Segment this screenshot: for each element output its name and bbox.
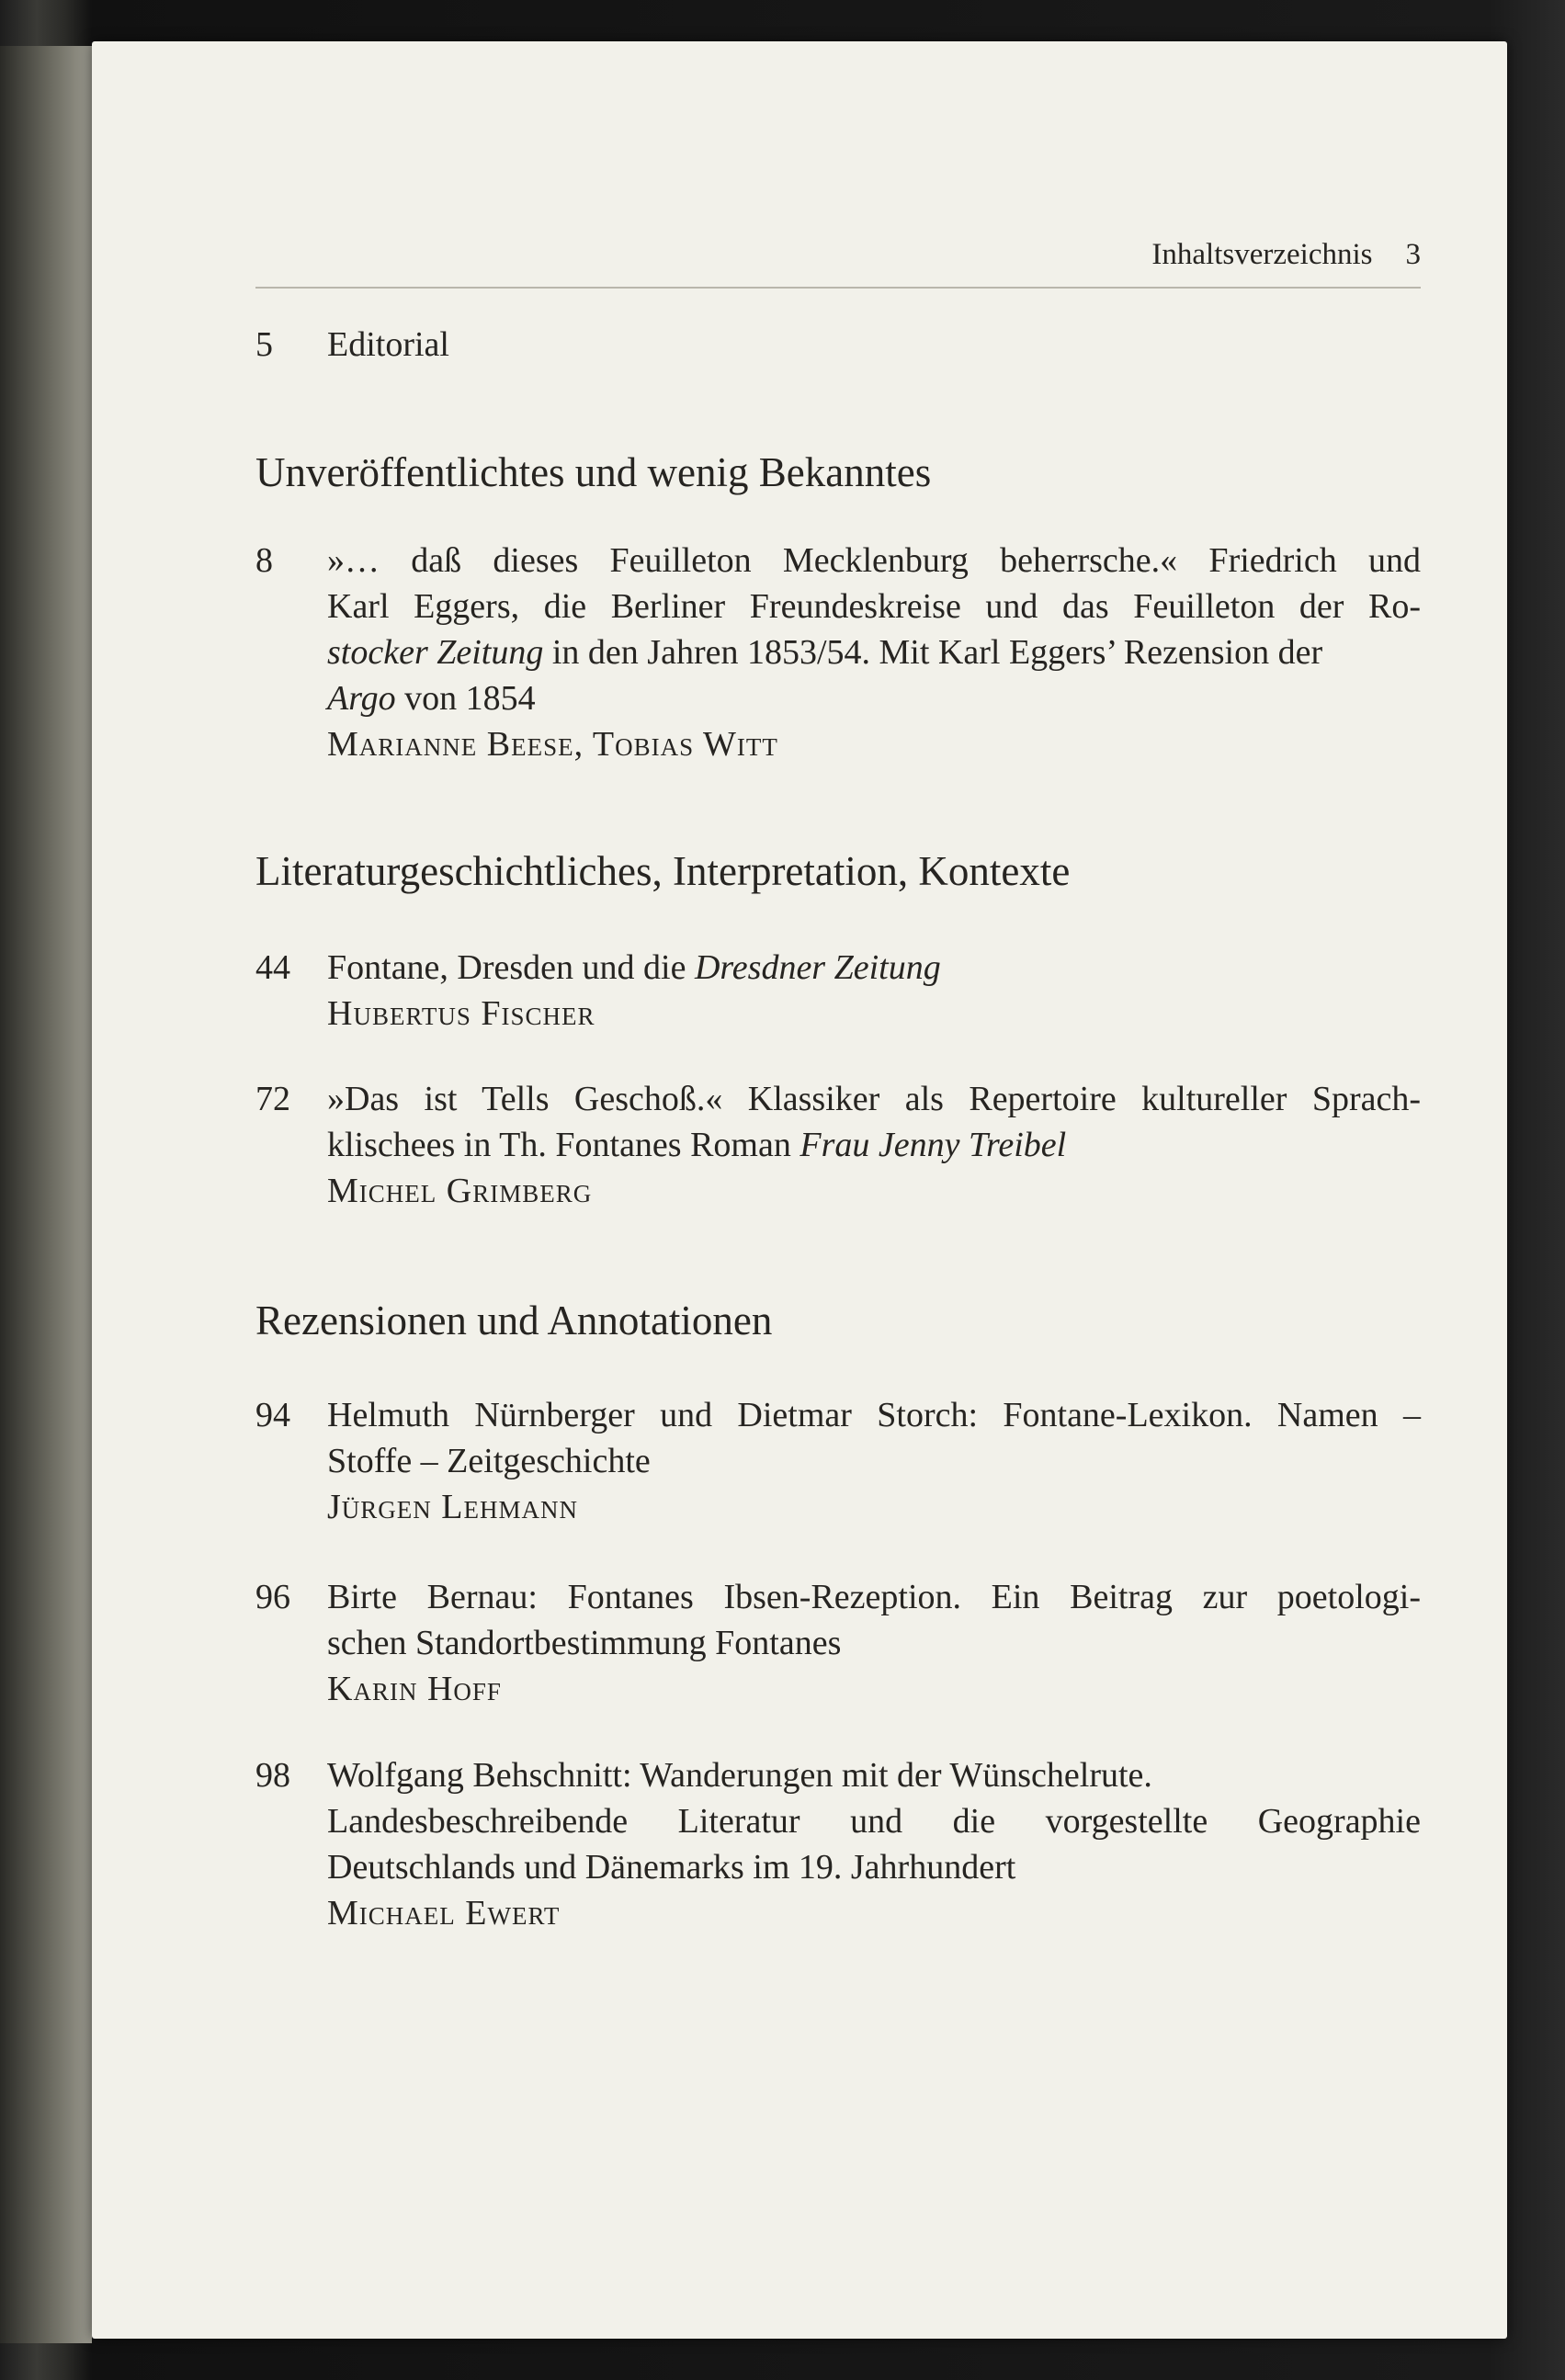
entry-page: 96 xyxy=(255,1578,290,1616)
entry-italic: Argo xyxy=(327,679,396,718)
entry-line-text: klischees in Th. Fontanes Roman xyxy=(327,1126,800,1164)
entry-italic: Dresdner Zeitung xyxy=(694,948,941,987)
entry-line-text: in den Jahren 1853/54. Mit Karl Eggers’ Rezension der xyxy=(551,633,1323,672)
entry-line: Deutschlands und Dänemarks im 19. Jahrhundert xyxy=(327,1848,1016,1887)
running-head xyxy=(255,238,1421,272)
entry-author: Michel Grimberg xyxy=(327,1172,593,1210)
section-heading: Literaturgeschichtliches, Interpretation, Kontexte xyxy=(255,848,1071,894)
entry-line: Karl Eggers, die Berliner Freundeskreise und das Feuilleton der Ro- xyxy=(327,587,1421,626)
entry-author: Hubertus Fischer xyxy=(327,994,595,1033)
entry-page: 72 xyxy=(255,1080,290,1118)
running-head-title: Inhaltsverzeichnis xyxy=(1151,238,1373,271)
entry-line xyxy=(327,945,1421,991)
entry-italic: stocker Zeitung xyxy=(327,633,544,672)
page-number: 3 xyxy=(1405,238,1421,271)
entry-line: »Das ist Tells Geschoß.« Klassiker als Repertoire kultureller Sprach- xyxy=(327,1080,1421,1118)
entry-author: Marianne Beese, Tobias Witt xyxy=(327,725,778,764)
entry-author: Karin Hoff xyxy=(327,1670,502,1708)
entry-author: Michael Ewert xyxy=(327,1894,561,1932)
facing-page-edge xyxy=(0,46,92,2343)
section-heading: Rezensionen und Annotationen xyxy=(255,1298,773,1343)
book-page xyxy=(92,41,1507,2339)
entry-line: Stoffe – Zeitgeschichte xyxy=(327,1442,651,1480)
entry-page: 44 xyxy=(255,948,290,987)
entry-line: »… daß dieses Feuilleton Mecklenburg beherrsche.« Friedrich und xyxy=(327,541,1421,580)
entry-page: 94 xyxy=(255,1396,290,1434)
entry-line xyxy=(327,629,1421,675)
entry-line-text: Fontane, Dresden und die xyxy=(327,948,695,987)
entry-page: 5 xyxy=(255,325,273,364)
header-rule xyxy=(255,287,1421,289)
entry-title: Editorial xyxy=(327,325,449,364)
entry-line-text: von 1854 xyxy=(404,679,536,718)
entry-line xyxy=(327,675,1421,721)
entry-line: Wolfgang Behschnitt: Wanderungen mit der Wünschelrute. xyxy=(327,1756,1152,1795)
entry-line: schen Standortbestimmung Fontanes xyxy=(327,1624,842,1662)
section-heading: Unveröffentlichtes und wenig Bekanntes xyxy=(255,449,932,495)
entry-line: Landesbeschreibende Literatur und die vorgestellte Geographie xyxy=(327,1802,1421,1841)
entry-line: Birte Bernau: Fontanes Ibsen-Rezeption. Ein Beitrag zur poetologi- xyxy=(327,1578,1421,1616)
entry-page: 98 xyxy=(255,1756,290,1795)
entry-page: 8 xyxy=(255,541,273,580)
entry-line xyxy=(327,1122,1421,1168)
entry-author: Jürgen Lehmann xyxy=(327,1488,578,1526)
entry-italic: Frau Jenny Treibel xyxy=(800,1126,1067,1164)
entry-line: Helmuth Nürnberger und Dietmar Storch: Fontane-Lexikon. Namen – xyxy=(327,1396,1421,1434)
